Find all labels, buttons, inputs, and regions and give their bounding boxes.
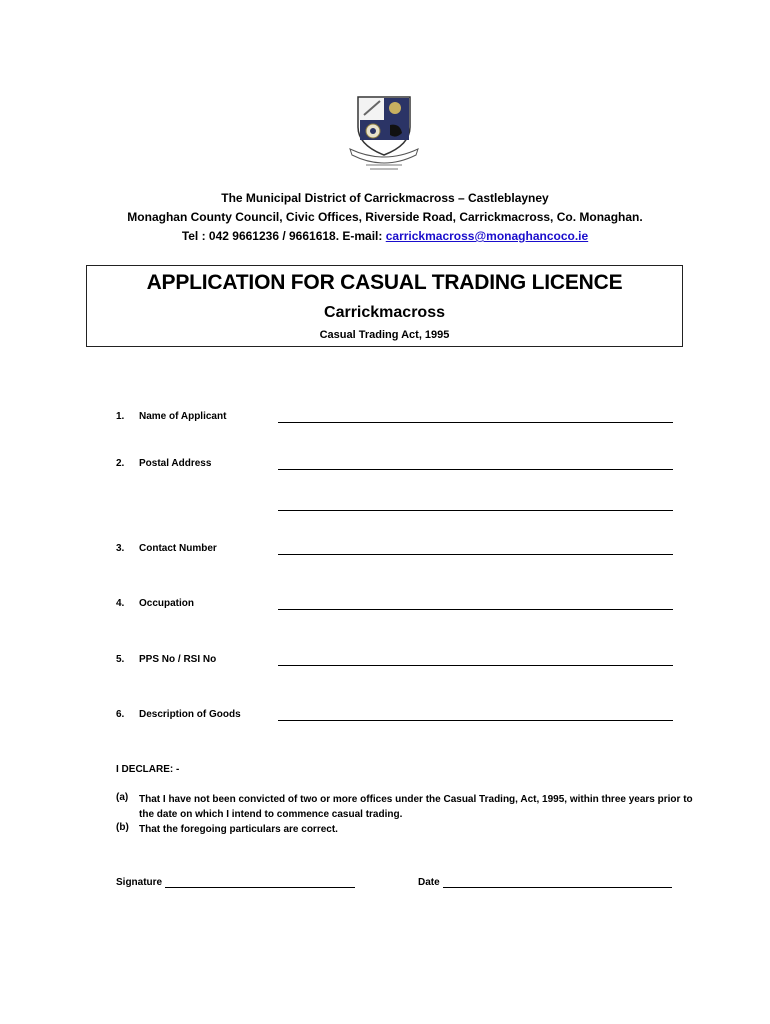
contact-number-entry-line[interactable] xyxy=(278,554,673,555)
clause-text: That the foregoing particulars are correct. xyxy=(139,824,338,835)
form-town: Carrickmacross xyxy=(324,304,445,321)
clause-letter: (b) xyxy=(116,822,129,833)
district-title: The Municipal District of Carrickmacross – Castleblayney xyxy=(221,191,549,205)
form-title: APPLICATION FOR CASUAL TRADING LICENCE xyxy=(146,271,623,294)
signature-row xyxy=(116,877,355,888)
email-link[interactable]: carrickmacross@monaghancoco.ie xyxy=(385,229,589,243)
pps-no-entry-line[interactable] xyxy=(278,665,673,666)
field-postal-address xyxy=(0,458,770,478)
field-label: Contact Number xyxy=(139,543,217,554)
field-name-of-applicant xyxy=(0,411,770,431)
field-number: 5. xyxy=(116,654,125,665)
council-address: Monaghan County Council, Civic Offices, Riverside Road, Carrickmacross, Co. Monaghan. xyxy=(127,210,643,224)
signature-entry-line[interactable] xyxy=(165,877,355,888)
signature-label: Signature xyxy=(116,877,163,888)
field-label: Name of Applicant xyxy=(139,411,227,422)
contact-prefix: Tel : 042 9661236 / 9661618. E-mail: xyxy=(181,229,386,243)
field-contact-number xyxy=(0,543,770,563)
postal-address-entry-line-2[interactable] xyxy=(278,510,673,511)
field-number: 2. xyxy=(116,458,125,469)
postal-address-entry-line[interactable] xyxy=(278,469,673,470)
field-number: 1. xyxy=(116,411,125,422)
contact-line xyxy=(0,229,770,243)
title-box xyxy=(86,265,683,347)
declaration-title: I DECLARE: - xyxy=(116,764,180,775)
clause-letter: (a) xyxy=(116,792,129,803)
date-label: Date xyxy=(418,877,440,888)
clause-text: That I have not been convicted of two or more offices under the Casual Trading, Act, 1995, within three years prior to the date on which I intend to commence casual trading. xyxy=(139,794,693,820)
field-label: Occupation xyxy=(139,598,195,609)
description-of-goods-entry-line[interactable] xyxy=(278,720,673,721)
field-label: Postal Address xyxy=(139,458,212,469)
field-number: 3. xyxy=(116,543,125,554)
field-occupation xyxy=(0,598,770,618)
form-act: Casual Trading Act, 1995 xyxy=(319,329,450,341)
field-label: Description of Goods xyxy=(139,709,241,720)
field-label: PPS No / RSI No xyxy=(139,654,217,665)
field-description-of-goods xyxy=(0,709,770,729)
council-crest-icon xyxy=(348,93,420,173)
date-row xyxy=(418,877,672,888)
field-number: 6. xyxy=(116,709,125,720)
name-of-applicant-entry-line[interactable] xyxy=(278,422,673,423)
date-entry-line[interactable] xyxy=(443,877,672,888)
field-number: 4. xyxy=(116,598,125,609)
field-pps-no xyxy=(0,654,770,674)
occupation-entry-line[interactable] xyxy=(278,609,673,610)
